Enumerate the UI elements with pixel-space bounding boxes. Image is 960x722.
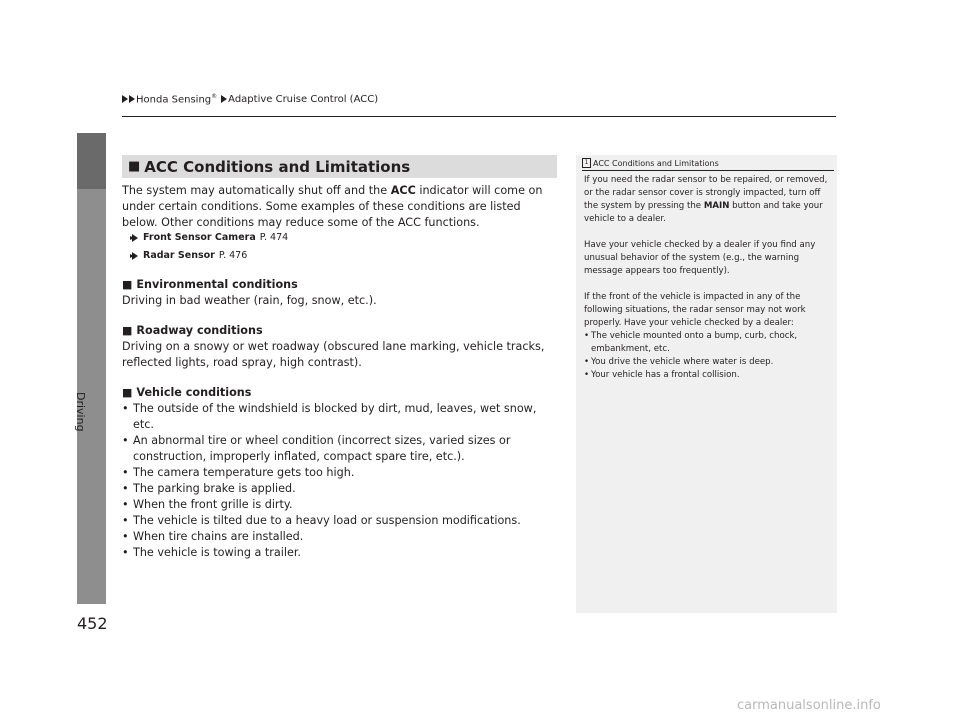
subheading: ■ Vehicle conditions [122, 386, 252, 399]
list-item: • The outside of the windshield is blocked by dirt, mud, leaves, wet snow, etc. [122, 401, 558, 433]
square-bullet-icon: ■ [128, 159, 141, 174]
main-content [122, 183, 558, 561]
list-item: • You drive the vehicle where water is deep. [584, 356, 829, 369]
body-text: Driving on a snowy or wet roadway (obscured lane marking, vehicle tracks, reflected lights, road spray, high contrast). [122, 340, 545, 369]
subheading: ■ Roadway conditions [122, 324, 263, 337]
list-item: • The vehicle is tilted due to a heavy load or suspension modifications. [122, 513, 558, 529]
breadcrumb-item[interactable]: Adaptive Cruise Control (ACC) [228, 93, 379, 105]
list-item: • When the front grille is dirty. [122, 497, 558, 513]
breadcrumb-arrow-icon [122, 95, 128, 103]
breadcrumb [122, 93, 382, 105]
breadcrumb-arrow-icon [129, 95, 135, 103]
body-text: Driving in bad weather (rain, fog, snow, etc.). [122, 294, 377, 307]
side-tab-marker [77, 133, 106, 189]
breadcrumb-arrow-icon [221, 95, 227, 103]
breadcrumb-item[interactable]: Honda Sensing® [136, 93, 218, 106]
page-number: 452 [77, 614, 108, 633]
list-item: • Your vehicle has a frontal collision. [584, 369, 829, 382]
note-marker-icon: 1 [582, 158, 591, 168]
header-rule [122, 116, 836, 117]
square-bullet-icon: ■ [122, 278, 133, 291]
square-bullet-icon: ■ [122, 386, 133, 399]
cross-reference[interactable]: Front Sensor Camera P. 474 [122, 231, 558, 245]
note-paragraph: If the front of the vehicle is impacted in any of the following situations, the radar sensor may not work properly. Have your vehicle checked by a dealer: [584, 292, 806, 328]
list-item: • The camera temperature gets too high. [122, 465, 558, 481]
watermark: carmanualsonline.info [737, 698, 881, 713]
side-tab-label: Driving [74, 392, 87, 432]
section-title: ACC Conditions and Limitations [144, 157, 411, 176]
list-item: • When tire chains are installed. [122, 529, 558, 545]
sidebar-note-heading [582, 158, 834, 171]
list-item: • An abnormal tire or wheel condition (incorrect sizes, varied sizes or construction, improperly inflated, compact spare tire, etc.). [122, 433, 558, 465]
reference-arrow-icon [130, 233, 140, 243]
reference-arrow-icon [130, 251, 140, 261]
note-bullet-list [584, 330, 829, 382]
side-tab [77, 133, 106, 604]
bullet-list [122, 401, 558, 561]
intro-paragraph: The system may automatically shut off and the ACC indicator will come on under certain conditions. Some examples of these conditions are listed below. Other conditions may reduce some of the ACC functions. [122, 184, 543, 229]
sidebar-note-title: ACC Conditions and Limitations [593, 158, 719, 168]
square-bullet-icon: ■ [122, 324, 133, 337]
note-paragraph: If you need the radar sensor to be repaired, or removed, or the radar sensor cover is strongly impacted, turn off the system by pressing the MAIN button and take your vehicle to a dealer. [584, 175, 828, 224]
cross-reference[interactable]: Radar Sensor P. 476 [122, 249, 558, 263]
subheading: ■ Environmental conditions [122, 278, 298, 291]
sidebar-note-body [584, 174, 829, 382]
note-paragraph: Have your vehicle checked by a dealer if you find any unusual behavior of the system (e.g., the warning message appears too frequently). [584, 240, 816, 276]
list-item: • The vehicle mounted onto a bump, curb, chock, embankment, etc. [584, 330, 829, 356]
list-item: • The vehicle is towing a trailer. [122, 545, 558, 561]
section-heading [122, 155, 557, 178]
list-item: • The parking brake is applied. [122, 481, 558, 497]
